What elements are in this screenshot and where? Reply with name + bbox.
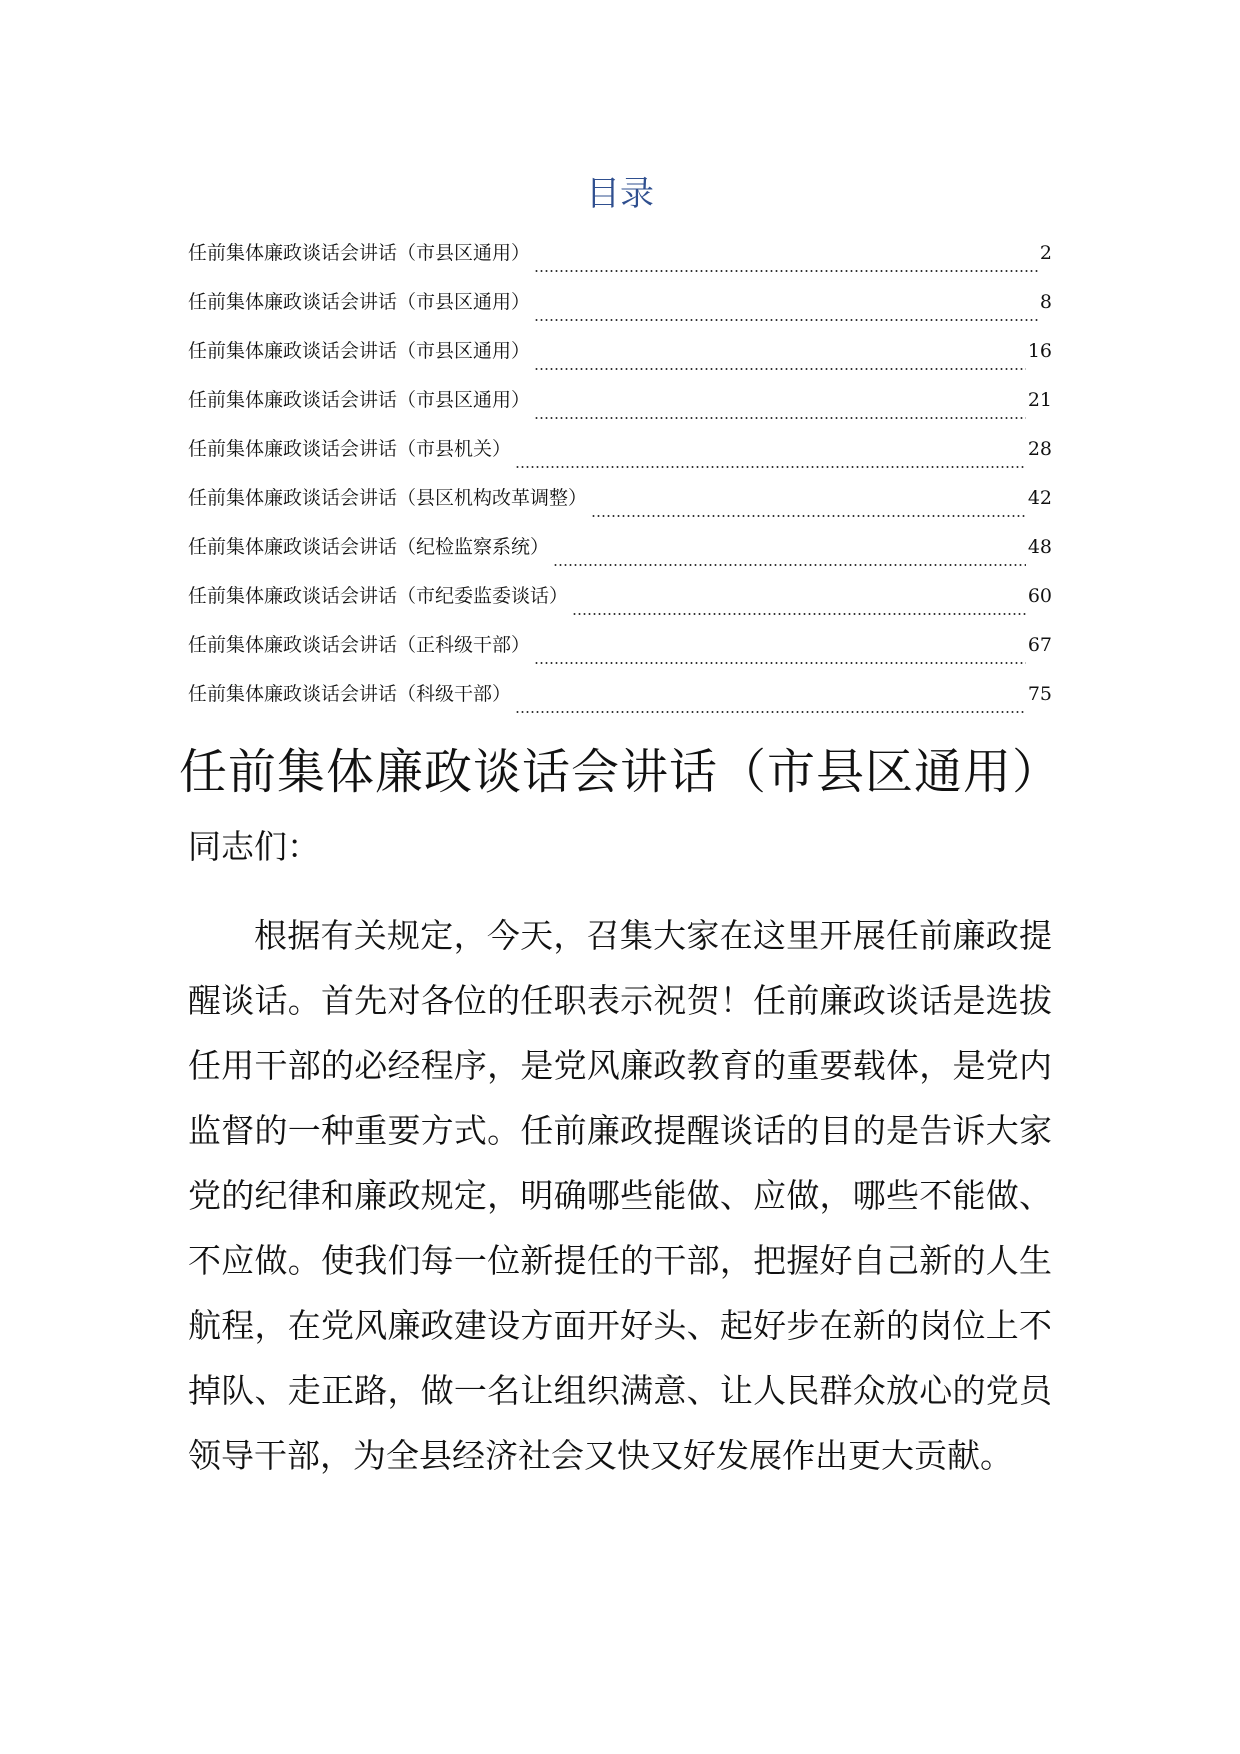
toc-title: 目录 xyxy=(586,174,654,214)
toc-entry[interactable] xyxy=(188,583,1052,632)
toc-dot-leader xyxy=(534,367,1026,371)
toc-entry-label: 任前集体廉政谈话会讲话（市县区通用） xyxy=(188,340,531,362)
toc-entry[interactable] xyxy=(188,534,1052,583)
toc-entry-label: 任前集体廉政谈话会讲话（市县区通用） xyxy=(188,242,531,264)
toc-entry-page: 8 xyxy=(1039,291,1052,313)
toc-dot-leader xyxy=(553,563,1026,567)
toc-entry-page: 42 xyxy=(1027,487,1052,509)
toc-dot-leader xyxy=(534,661,1026,665)
toc-entry[interactable] xyxy=(188,289,1052,338)
toc-entry-page: 21 xyxy=(1027,389,1052,411)
toc-entry-label: 任前集体廉政谈话会讲话（市县机关） xyxy=(188,438,512,460)
toc-dot-leader xyxy=(515,710,1026,714)
toc-entry[interactable] xyxy=(188,387,1052,436)
toc-entry-page: 2 xyxy=(1039,242,1052,264)
toc-entry-page: 60 xyxy=(1027,585,1052,607)
toc-entry-label: 任前集体廉政谈话会讲话（市纪委监委谈话） xyxy=(188,585,569,607)
toc-dot-leader xyxy=(515,465,1026,469)
body-paragraph: 根据有关规定，今天，召集大家在这里开展任前廉政提醒谈话。首先对各位的任职表示祝贺！任前廉政谈话是选拔任用干部的必经程序，是党风廉政教育的重要载体，是党内监督的一种重要方式。任前廉政提醒谈话的目的是告诉大家党的纪律和廉政规定，明确哪些能做、应做，哪些不能做、不应做。使我们每一位新提任的干部，把握好自己新的人生航程，在党风廉政建设方面开好头、起好步在新的岗位上不掉队、走正路，做一名让组织满意、让人民群众放心的党员领导干部，为全县经济社会又快又好发展作出更大贡献。 xyxy=(188,916,1052,1475)
toc-entry[interactable] xyxy=(188,436,1052,485)
toc-entry-label: 任前集体廉政谈话会讲话（市县区通用） xyxy=(188,291,531,313)
toc-entry[interactable] xyxy=(188,338,1052,387)
toc-dot-leader xyxy=(534,318,1038,322)
toc-entry-page: 67 xyxy=(1027,634,1052,656)
toc-dot-leader xyxy=(572,612,1026,616)
toc-entry[interactable] xyxy=(188,681,1052,730)
toc-entry-label: 任前集体廉政谈话会讲话（科级干部） xyxy=(188,683,512,705)
toc-entry[interactable] xyxy=(188,485,1052,534)
salutation: 同志们： xyxy=(188,827,320,866)
toc-entry-page: 16 xyxy=(1027,340,1052,362)
table-of-contents xyxy=(188,240,1052,730)
toc-entry-page: 48 xyxy=(1027,536,1052,558)
article-title: 任前集体廉政谈话会讲话（市县区通用） xyxy=(178,744,1061,800)
toc-entry-label: 任前集体廉政谈话会讲话（纪检监察系统） xyxy=(188,536,550,558)
toc-entry-label: 任前集体廉政谈话会讲话（正科级干部） xyxy=(188,634,531,656)
toc-entry-page: 75 xyxy=(1027,683,1052,705)
toc-dot-leader xyxy=(534,269,1038,273)
toc-dot-leader xyxy=(591,514,1026,518)
toc-entry[interactable] xyxy=(188,240,1052,289)
toc-entry[interactable] xyxy=(188,632,1052,681)
toc-entry-label: 任前集体廉政谈话会讲话（县区机构改革调整） xyxy=(188,487,588,509)
toc-entry-page: 28 xyxy=(1027,438,1052,460)
toc-entry-label: 任前集体廉政谈话会讲话（市县区通用） xyxy=(188,389,531,411)
toc-dot-leader xyxy=(534,416,1026,420)
